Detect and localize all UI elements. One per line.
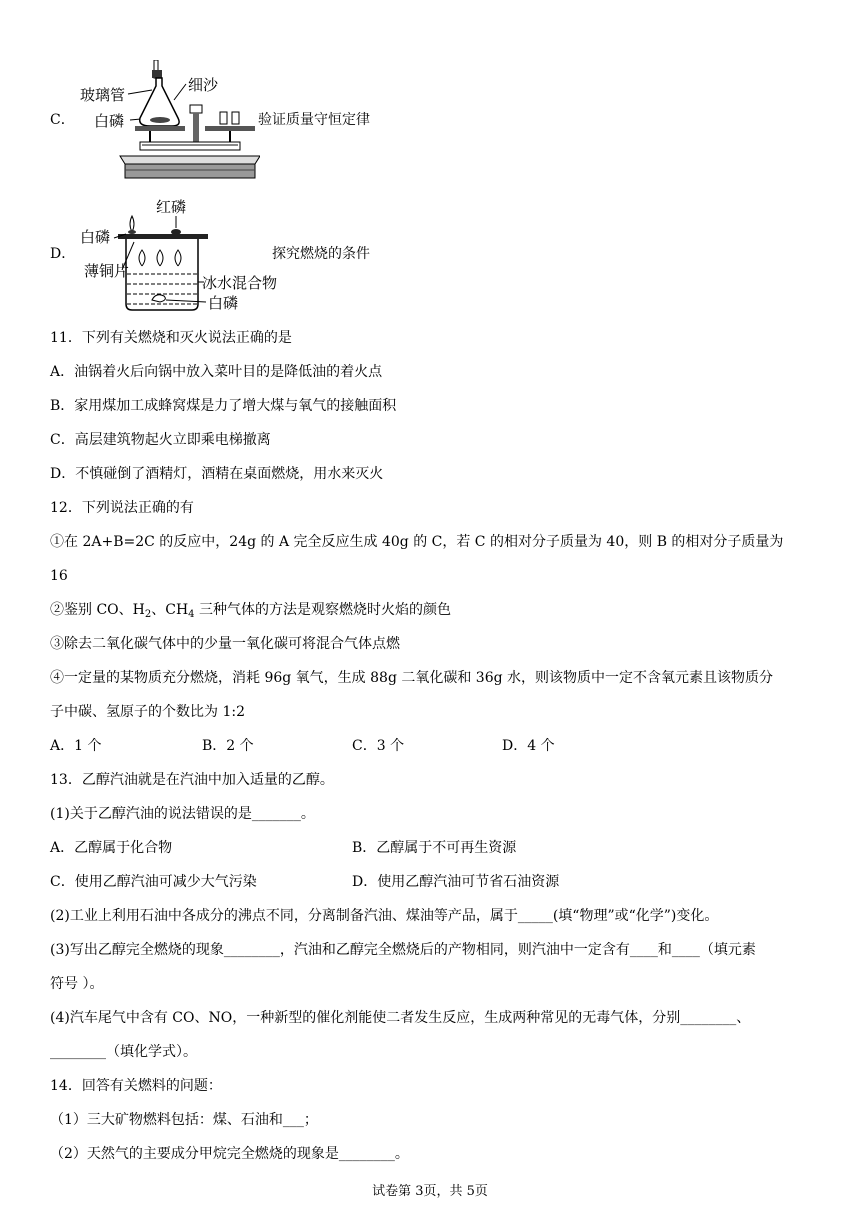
q11-stem: 11．下列有关燃烧和灭火说法正确的是 bbox=[50, 330, 292, 346]
q12-statement-1: ①在 2A+B=2C 的反应中，24g 的 A 完全反应生成 40g 的 C，若 C 的相对分子质量为 40，则 B 的相对分子质量为 bbox=[50, 534, 784, 550]
q12-statement-4: ④一定量的某物质充分燃烧，消耗 96g 氧气，生成 88g 二氧化碳和 36g 水，则该物质中一定不含氧元素且该物质分 bbox=[50, 670, 774, 686]
page-footer: 试卷第 3页，共 5页 bbox=[372, 1184, 488, 1199]
q13-option-b: B．乙醇属于不可再生资源 bbox=[352, 840, 517, 856]
white-phosphorus-label: 白磷 bbox=[94, 112, 125, 130]
white-phosphorus-bottom-label: 白磷 bbox=[208, 294, 239, 312]
q11-option-c: C．高层建筑物起火立即乘电梯撤离 bbox=[50, 432, 271, 448]
q13-part-2: (2)工业上利用石油中各成分的沸点不同，分离制备汽油、煤油等产品，属于_____(填“物理”或“化学”)变化。 bbox=[50, 908, 719, 924]
option-d-caption: 探究燃烧的条件 bbox=[272, 246, 370, 262]
q11-option-a: A．油锅着火后向锅中放入菜叶目的是降低油的着火点 bbox=[50, 364, 383, 380]
ice-water-label: 冰水混合物 bbox=[202, 274, 278, 292]
q13-option-c: C．使用乙醇汽油可减少大气污染 bbox=[50, 874, 257, 890]
q12-statement-4-cont: 子中碳、氢原子的个数比为 1:2 bbox=[50, 704, 245, 720]
q12-option-d: D．4 个 bbox=[502, 738, 555, 754]
red-phosphorus-label: 红磷 bbox=[156, 198, 187, 216]
q13-option-d: D．使用乙醇汽油可节省石油资源 bbox=[352, 874, 560, 890]
q12-statement-2: ②鉴别 CO、$H_2$、$CH_4$ 三种气体的方法是观察燃烧时火焰的颜色 bbox=[50, 602, 451, 620]
combustion-figure bbox=[80, 196, 300, 314]
fine-sand-label: 细沙 bbox=[188, 76, 219, 94]
q14-stem: 14．回答有关燃料的问题： bbox=[50, 1078, 222, 1094]
option-c-caption: 验证质量守恒定律 bbox=[258, 112, 370, 128]
q14-part-1: （1）三大矿物燃料包括：煤、石油和___； bbox=[50, 1112, 318, 1128]
q12-option-b: B．2 个 bbox=[202, 738, 254, 754]
q13-part-4: (4)汽车尾气中含有 CO、NO，一种新型的催化剂能使二者发生反应，生成两种常见的无毒气体，分别________、 bbox=[50, 1010, 751, 1026]
q12-option-c: C．3 个 bbox=[352, 738, 405, 754]
q12-statement-1-cont: 16 bbox=[50, 568, 68, 584]
q11-option-d: D．不慎碰倒了酒精灯，酒精在桌面燃烧，用水来灭火 bbox=[50, 466, 384, 482]
q13-part-3: (3)写出乙醇完全燃烧的现象________，汽油和乙醇完全燃烧后的产物相同，则汽油中一定含有____和____（填元素 bbox=[50, 942, 756, 958]
q13-stem: 13．乙醇汽油就是在汽油中加入适量的乙醇。 bbox=[50, 772, 334, 788]
white-phosphorus-top-label: 白磷 bbox=[80, 228, 111, 246]
q13-part-1: (1)关于乙醇汽油的说法错误的是_______。 bbox=[50, 806, 315, 822]
q11-option-b: B．家用煤加工成蜂窝煤是力了增大煤与氧气的接触面积 bbox=[50, 398, 397, 414]
copper-sheet-label: 薄铜片 bbox=[84, 262, 130, 280]
glass-tube-label: 玻璃管 bbox=[80, 86, 126, 104]
q13-part-4-cont: ________（填化学式）。 bbox=[50, 1044, 197, 1060]
option-d-letter: D． bbox=[50, 246, 76, 262]
q12-option-a: A．1 个 bbox=[50, 738, 102, 754]
q13-part-3-cont: 符号 ）。 bbox=[50, 976, 104, 992]
q12-statement-3: ③除去二氧化碳气体中的少量一氧化碳可将混合气体点燃 bbox=[50, 636, 400, 652]
q14-part-2: （2）天然气的主要成分甲烷完全燃烧的现象是________。 bbox=[50, 1146, 409, 1162]
balance-figure bbox=[80, 60, 260, 184]
q13-option-a: A．乙醇属于化合物 bbox=[50, 840, 173, 856]
q12-stem: 12．下列说法正确的有 bbox=[50, 500, 194, 516]
option-c-letter: C． bbox=[50, 112, 75, 128]
